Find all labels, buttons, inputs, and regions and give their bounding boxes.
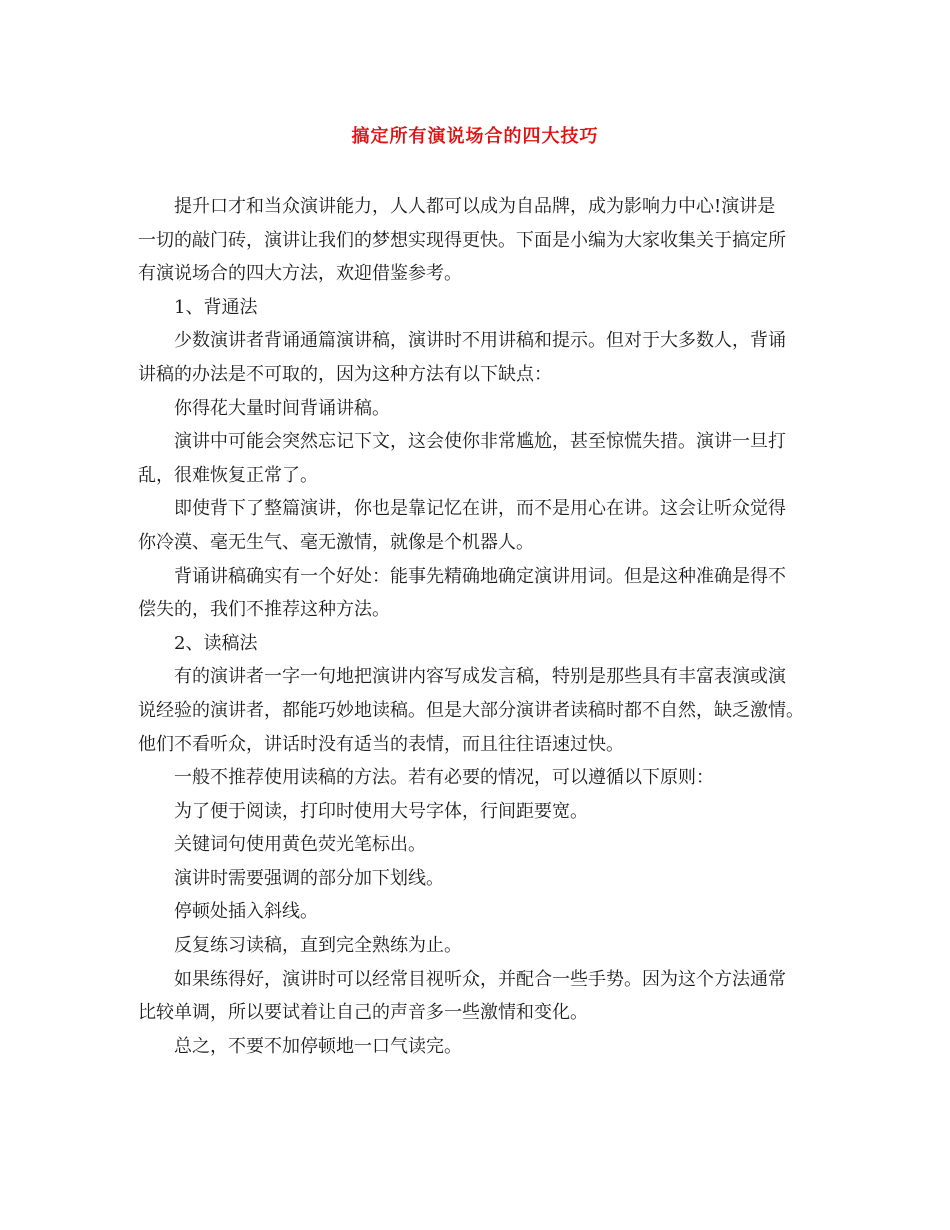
paragraph-line: 你得花大量时间背诵讲稿。 bbox=[174, 397, 390, 419]
section-heading bbox=[138, 627, 828, 661]
paragraph-line: 偿失的，我们不推荐这种方法。 bbox=[138, 599, 390, 621]
paragraph bbox=[138, 425, 828, 492]
paragraph bbox=[138, 660, 828, 761]
paragraph-line: 反复练习读稿，直到完全熟练为止。 bbox=[174, 935, 462, 957]
paragraph-line: 演讲时需要强调的部分加下划线。 bbox=[174, 867, 444, 889]
paragraph-line: 少数演讲者背诵通篇演讲稿，演讲时不用讲稿和提示。但对于大多数人，背诵 bbox=[174, 330, 786, 352]
paragraph bbox=[138, 761, 828, 795]
paragraph bbox=[138, 560, 828, 627]
paragraph-line: 他们不看听众，讲话时没有适当的表情，而且往往语速过快。 bbox=[138, 733, 624, 755]
paragraph bbox=[138, 492, 828, 559]
paragraph bbox=[138, 963, 828, 1030]
paragraph-line: 总之，不要不加停顿地一口气读完。 bbox=[174, 1035, 462, 1057]
paragraph bbox=[138, 324, 828, 391]
paragraph bbox=[138, 1030, 828, 1064]
paragraph-line: 2、读稿法 bbox=[174, 632, 258, 654]
paragraph-line: 提升口才和当众演讲能力，人人都可以成为自品牌，成为影响力中心!演讲是 bbox=[174, 196, 776, 217]
document-body bbox=[138, 190, 828, 1063]
paragraph-line: 演讲中可能会突然忘记下文，这会使你非常尴尬，甚至惊慌失措。演讲一旦打 bbox=[174, 431, 786, 453]
paragraph-intro bbox=[138, 190, 828, 291]
paragraph-line: 一切的敲门砖，演讲让我们的梦想实现得更快。下面是小编为大家收集关于搞定所 bbox=[138, 229, 786, 251]
paragraph bbox=[138, 392, 828, 426]
paragraph bbox=[138, 828, 828, 862]
paragraph-line: 讲稿的办法是不可取的，因为这种方法有以下缺点： bbox=[138, 363, 552, 385]
paragraph bbox=[138, 862, 828, 896]
paragraph-line: 停顿处插入斜线。 bbox=[174, 901, 318, 923]
paragraph-line: 为了便于阅读，打印时使用大号字体，行间距要宽。 bbox=[174, 800, 588, 822]
paragraph-line: 如果练得好，演讲时可以经常目视听众，并配合一些手势。因为这个方法通常 bbox=[174, 968, 786, 990]
paragraph-line: 乱，很难恢复正常了。 bbox=[138, 464, 318, 486]
paragraph bbox=[138, 929, 828, 963]
paragraph-line: 有的演讲者一字一句地把演讲内容写成发言稿，特别是那些具有丰富表演或演 bbox=[174, 666, 786, 688]
paragraph bbox=[138, 895, 828, 929]
paragraph-line: 比较单调，所以要试着让自己的声音多一些激情和变化。 bbox=[138, 1002, 588, 1024]
paragraph-line: 说经验的演讲者，都能巧妙地读稿。但是大部分演讲者读稿时都不自然，缺乏激情。 bbox=[138, 699, 804, 721]
paragraph-line: 1、背通法 bbox=[174, 296, 258, 318]
paragraph-line: 即使背下了整篇演讲，你也是靠记忆在讲，而不是用心在讲。这会让听众觉得 bbox=[174, 498, 786, 520]
document-title: 搞定所有演说场合的四大技巧 bbox=[351, 126, 599, 147]
section-heading bbox=[138, 291, 828, 325]
paragraph bbox=[138, 795, 828, 829]
paragraph-line: 关键词句使用黄色荧光笔标出。 bbox=[174, 834, 426, 856]
paragraph-line: 有演说场合的四大方法，欢迎借鉴参考。 bbox=[138, 263, 462, 285]
paragraph-line: 背诵讲稿确实有一个好处：能事先精确地确定演讲用词。但是这种准确是得不 bbox=[174, 565, 786, 587]
paragraph-line: 你冷漠、毫无生气、毫无激情，就像是个机器人。 bbox=[138, 531, 534, 553]
paragraph-line: 一般不推荐使用读稿的方法。若有必要的情况，可以遵循以下原则： bbox=[174, 767, 714, 789]
